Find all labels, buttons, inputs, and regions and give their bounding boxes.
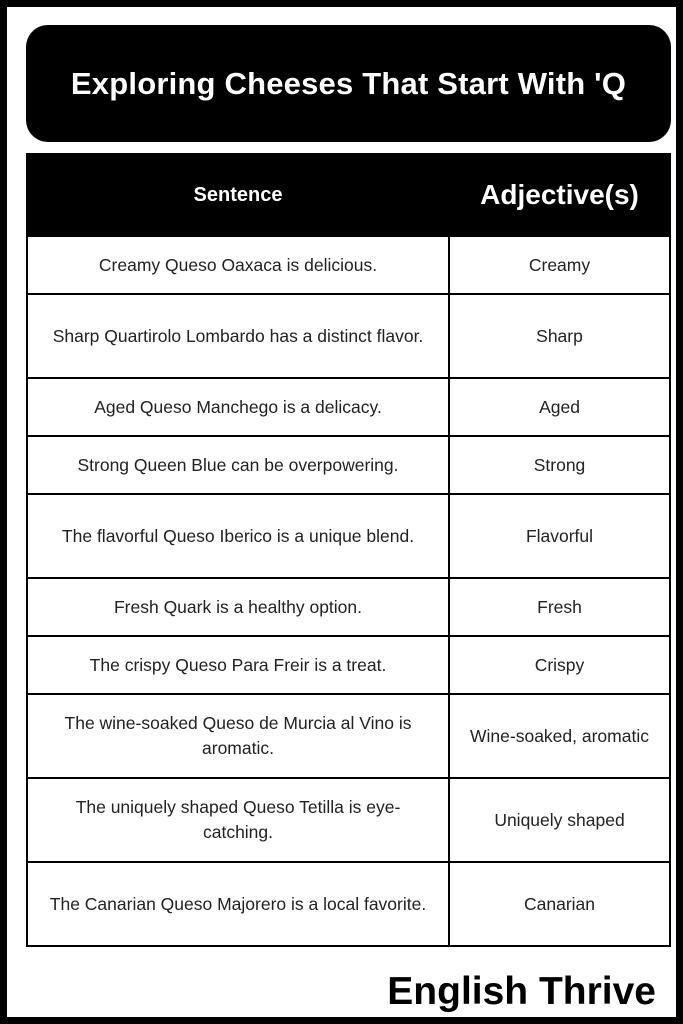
adjective-cell: Wine-soaked, aromatic: [449, 694, 670, 778]
adjective-cell: Uniquely shaped: [449, 778, 670, 862]
table-row: [27, 494, 670, 578]
adjective-cell: Crispy: [449, 636, 670, 694]
header-sentence: Sentence: [27, 154, 449, 236]
sentence-cell: The wine-soaked Queso de Murcia al Vino is aromatic.: [27, 694, 449, 778]
sentence-cell: Creamy Queso Oaxaca is delicious.: [27, 236, 449, 294]
table-row: [27, 236, 670, 294]
table-row: [27, 294, 670, 378]
sentence-cell: The flavorful Queso Iberico is a unique blend.: [27, 494, 449, 578]
table-row: [27, 694, 670, 778]
adjective-cell: Sharp: [449, 294, 670, 378]
adjective-cell: Aged: [449, 378, 670, 436]
title-banner: [26, 25, 671, 142]
table-row: [27, 778, 670, 862]
page-title: Exploring Cheeses That Start With 'Q: [70, 65, 627, 101]
sentence-cell: Aged Queso Manchego is a delicacy.: [27, 378, 449, 436]
adjective-cell: Fresh: [449, 578, 670, 636]
sentence-cell: The crispy Queso Para Freir is a treat.: [27, 636, 449, 694]
table-row: [27, 436, 670, 494]
brand-wordmark: English Thrive: [387, 970, 656, 1013]
adjective-cell: Flavorful: [449, 494, 670, 578]
sentence-cell: Sharp Quartirolo Lombardo has a distinct flavor.: [27, 294, 449, 378]
table-row: [27, 578, 670, 636]
header-adjectives: Adjective(s): [449, 154, 670, 236]
adjective-cell: Strong: [449, 436, 670, 494]
table-row: [27, 636, 670, 694]
table-row: [27, 862, 670, 946]
table-row: [27, 378, 670, 436]
sentence-cell: The uniquely shaped Queso Tetilla is eye-catching.: [27, 778, 449, 862]
table-header-row: [27, 154, 670, 236]
adjective-cell: Creamy: [449, 236, 670, 294]
adjectives-table: [26, 153, 671, 947]
sentence-cell: Fresh Quark is a healthy option.: [27, 578, 449, 636]
sentence-cell: The Canarian Queso Majorero is a local favorite.: [27, 862, 449, 946]
adjective-cell: Canarian: [449, 862, 670, 946]
sentence-cell: Strong Queen Blue can be overpowering.: [27, 436, 449, 494]
